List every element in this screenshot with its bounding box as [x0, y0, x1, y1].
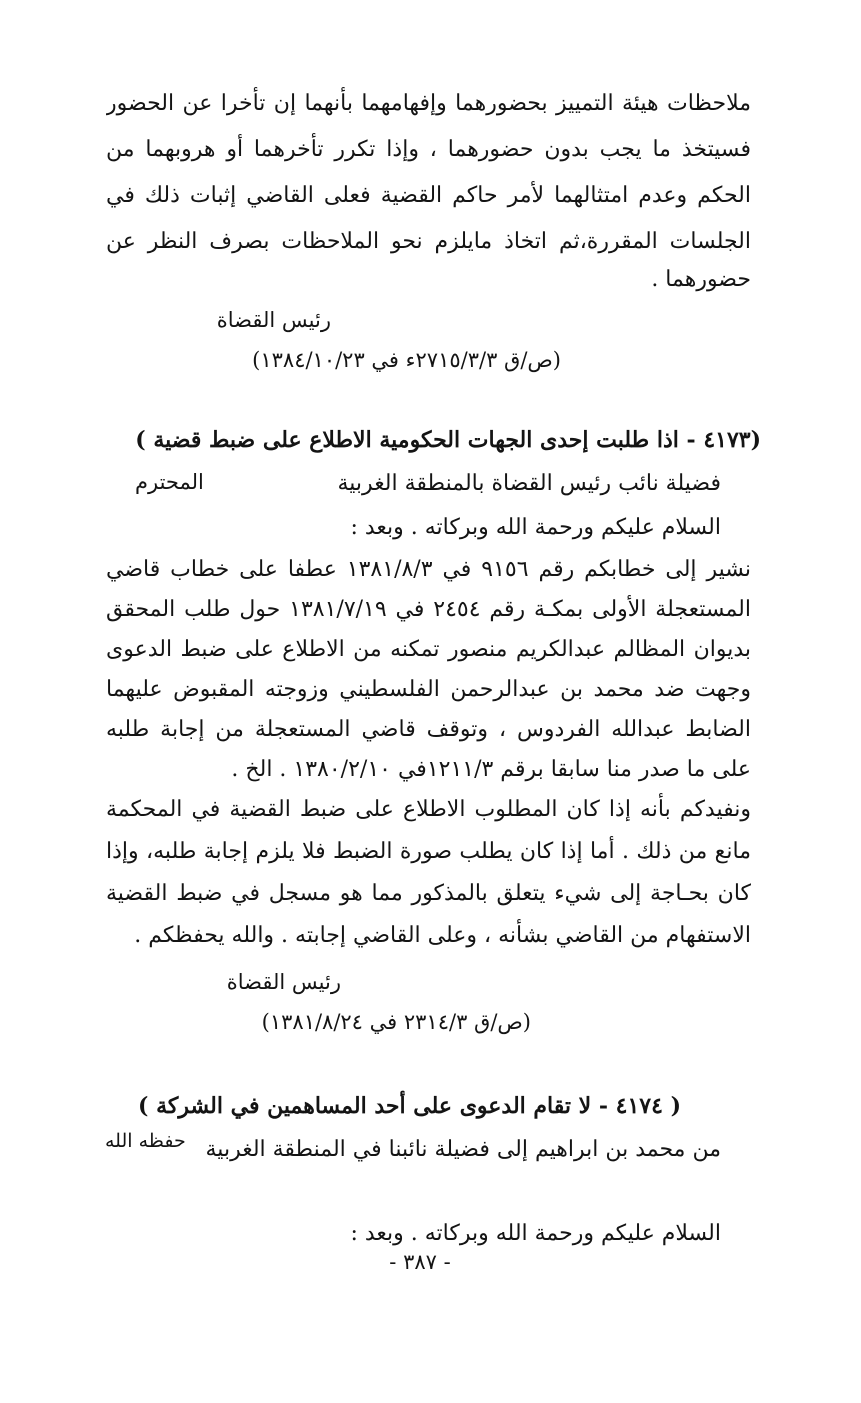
paragraph-line: ونفيدكم بأنه إذا كان المطلوب الاطلاع على ضبط القضية في المحكمة: [106, 797, 751, 822]
paragraph-line: الحكم وعدم امتثالهما لأمر حاكم القضية فعلى القاضي إثبات ذلك في: [106, 183, 751, 208]
section-title-4174: ( ٤١٧٤ - لا تقام الدعوى على أحد المساهمين في الشركة ): [138, 1093, 681, 1119]
addressee: فضيلة نائب رئيس القضاة بالمنطقة الغربية: [337, 471, 721, 496]
signature: رئيس القضاة: [216, 308, 331, 332]
paragraph-line: ملاحظات هيئة التمييز بحضورهما وإفهامهما بأنهما إن تأخرا عن الحضور: [106, 91, 751, 116]
honorific: المحترم: [135, 470, 204, 494]
paragraph-line: مانع من ذلك . أما إذا كان يطلب صورة الضبط فلا يلزم إجابة طلبه، وإذا: [106, 839, 751, 864]
paragraph-line: فسيتخذ ما يجب بدون حضورهما ، وإذا تكرر تأخرهما أو هروبهما من: [106, 137, 751, 162]
honorific: حفظه الله: [105, 1130, 186, 1152]
reference-number: (ص/ق ٢٧١٥/٣/٣ء في ١٣٨٤/١٠/٢٣): [252, 348, 561, 372]
paragraph-line: الاستفهام من القاضي بشأنه ، وعلى القاضي إجابته . والله يحفظكم .: [134, 923, 751, 948]
reference-number: (ص/ق ٢٣١٤/٣ في ١٣٨١/٨/٢٤): [261, 1010, 531, 1034]
page-number: - ٣٨٧ -: [389, 1250, 451, 1274]
from-line: من محمد بن ابراهيم إلى فضيلة نائبنا في المنطقة الغربية: [205, 1137, 721, 1162]
paragraph-line: المستعجلة الأولى بمكـة رقم ٢٤٥٤ في ١٣٨١/٧/١٩ حول طلب المحقق: [106, 597, 751, 622]
paragraph-line: على ما صدر منا سابقا برقم ١٢١١/٣في ١٣٨٠/٢/١٠ . الخ .: [231, 757, 751, 782]
paragraph-line: الجلسات المقررة،ثم اتخاذ مايلزم نحو الملاحظات بصرف النظر عن: [106, 229, 751, 254]
paragraph-line: كان بحـاجة إلى شيء يتعلق بالمذكور مما هو مسجل في ضبط القضية: [106, 881, 751, 906]
paragraph-line: حضورهما .: [651, 267, 751, 292]
greeting: السلام عليكم ورحمة الله وبركاته . وبعد :: [350, 515, 721, 540]
greeting: السلام عليكم ورحمة الله وبركاته . وبعد :: [350, 1221, 721, 1246]
section-title-4173: (٤١٧٣ - اذا طلبت إحدى الجهات الحكومية الاطلاع على ضبط قضية ): [135, 427, 761, 453]
signature: رئيس القضاة: [226, 970, 341, 994]
paragraph-line: بديوان المظالم عبدالكريم منصور تمكنه من الاطلاع على ضبط الدعوى: [106, 637, 751, 662]
paragraph-line: وجهت ضد محمد بن عبدالرحمن الفلسطيني وزوجته المقبوض عليهما: [106, 677, 751, 702]
paragraph-line: الضابط عبدالله الفردوس ، وتوقف قاضي المستعجلة من إجابة طلبه: [106, 717, 751, 742]
paragraph-line: نشير إلى خطابكم رقم ٩١٥٦ في ١٣٨١/٨/٣ عطفا على خطاب قاضي: [106, 557, 751, 582]
